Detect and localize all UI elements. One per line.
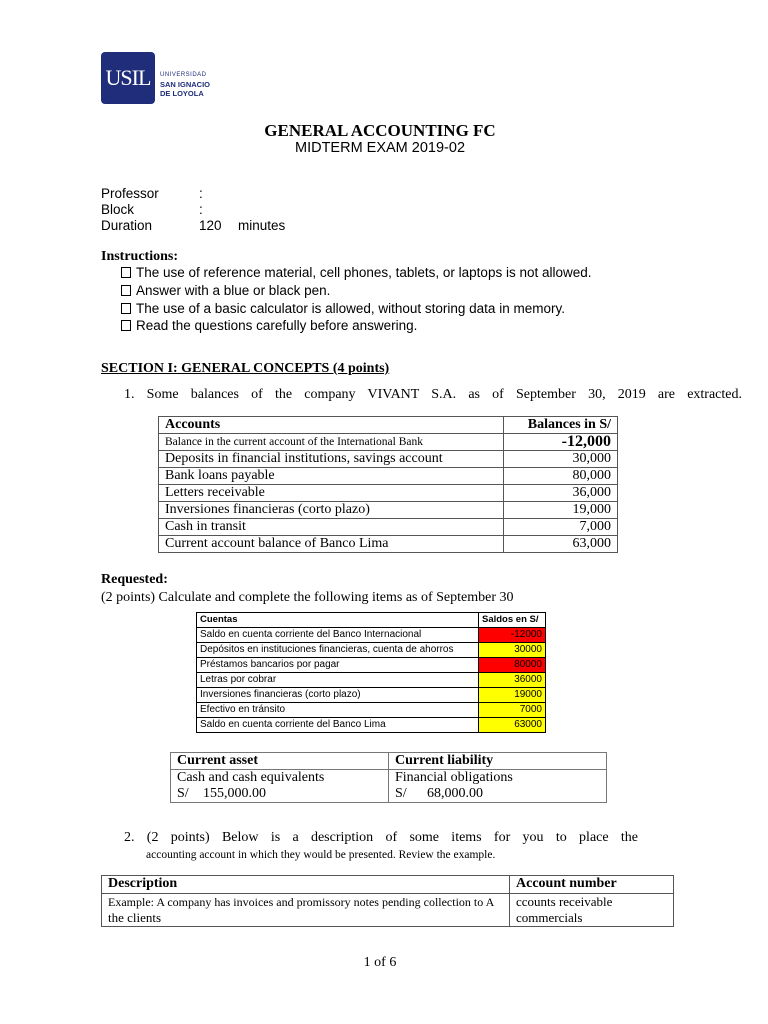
- table-header-row: [102, 876, 674, 894]
- table-cell: Inversiones financieras (corto plazo): [197, 688, 479, 703]
- table-row: [159, 502, 618, 519]
- table-cell: [389, 786, 607, 803]
- table-cell: -12,000: [503, 434, 617, 451]
- table-row: [159, 485, 618, 502]
- table-cell: Efectivo en tránsito: [197, 703, 479, 718]
- table-row: [171, 786, 607, 803]
- description-line: the clients: [108, 910, 162, 925]
- table-row: [159, 451, 618, 468]
- table-header: Description: [102, 876, 510, 894]
- instructions-title: Instructions:: [101, 249, 179, 264]
- logo-line-2: SAN IGNACIO: [160, 80, 211, 89]
- meta-unit: minutes: [238, 218, 286, 233]
- table-row: [171, 770, 607, 787]
- highlighted-cell: -12000: [479, 628, 546, 643]
- table-cell: 80,000: [503, 468, 617, 485]
- table-cell: Current account balance of Banco Lima: [159, 536, 504, 553]
- checkbox-icon: [121, 285, 131, 296]
- instruction-item: Read the questions carefully before answering.: [121, 318, 417, 333]
- balances-table: [158, 416, 618, 553]
- table-header: Account number: [510, 876, 674, 894]
- logo-text: [160, 71, 210, 98]
- instruction-item: The use of a basic calculator is allowed, without storing data in memory.: [121, 301, 565, 316]
- table-row: [197, 703, 546, 718]
- table-header-row: [171, 753, 607, 770]
- table-cell: Bank loans payable: [159, 468, 504, 485]
- table-cell: Cash in transit: [159, 519, 504, 536]
- table-cell: Inversiones financieras (corto plazo): [159, 502, 504, 519]
- table-cell: 63,000: [503, 536, 617, 553]
- table-cell: Cash and cash equivalents: [171, 770, 389, 787]
- section-title: SECTION I: GENERAL CONCEPTS (4 points): [101, 361, 390, 376]
- description-table: [101, 875, 674, 927]
- meta-label: Professor: [101, 186, 159, 201]
- highlighted-cell: 30000: [479, 643, 546, 658]
- table-cell: Financial obligations: [389, 770, 607, 787]
- table-row: [197, 643, 546, 658]
- requested-text: (2 points) Calculate and complete the following items as of September 30: [101, 590, 514, 605]
- highlighted-cell: 7000: [479, 703, 546, 718]
- exam-subtitle: MIDTERM EXAM 2019-02: [294, 140, 466, 156]
- amount: 68,000.00: [427, 786, 483, 801]
- checkbox-icon: [121, 303, 131, 314]
- table-cell: Saldo en cuenta corriente del Banco Lima: [197, 718, 479, 733]
- table-cell: Letras por cobrar: [197, 673, 479, 688]
- instruction-item: The use of reference material, cell phones, tablets, or laptops is not allowed.: [121, 265, 592, 280]
- cuentas-table: [196, 612, 546, 733]
- meta-colon: :: [199, 186, 203, 201]
- meta-duration: [0, 218, 768, 236]
- question-1: 1. Some balances of the company VIVANT S.A. as of September 30, 2019 are extracted.: [124, 387, 742, 402]
- table-cell: [102, 894, 510, 927]
- meta-value: 120: [199, 218, 222, 233]
- table-header: Current asset: [171, 753, 389, 770]
- account-line: commercials: [516, 910, 583, 925]
- requested-title: Requested:: [101, 572, 168, 587]
- table-row: [102, 894, 674, 927]
- highlighted-cell: 80000: [479, 658, 546, 673]
- logo-mark: USIL: [105, 65, 151, 90]
- exam-title: GENERAL ACCOUNTING FC: [264, 121, 496, 140]
- table-header-row: [159, 417, 618, 434]
- table-row: [159, 468, 618, 485]
- table-row: [197, 673, 546, 688]
- highlighted-cell: 19000: [479, 688, 546, 703]
- table-header: Saldos en S/: [479, 613, 546, 628]
- table-header: Current liability: [389, 753, 607, 770]
- description-line: Example: A company has invoices and promissory notes pending collection to A: [108, 895, 495, 909]
- meta-label: Block: [101, 202, 135, 217]
- meta-label: Duration: [101, 218, 153, 233]
- table-cell: Depósitos en instituciones financieras, cuenta de ahorros: [197, 643, 479, 658]
- table-header: Balances in S/: [503, 417, 617, 434]
- table-row: [159, 536, 618, 553]
- question-2-continued: accounting account in which they would be presented. Review the example.: [146, 849, 496, 861]
- table-row: [197, 658, 546, 673]
- table-header: Accounts: [159, 417, 504, 434]
- table-cell: 30,000: [503, 451, 617, 468]
- table-cell: Letters receivable: [159, 485, 504, 502]
- table-cell: [171, 786, 389, 803]
- table-row: [197, 718, 546, 733]
- asset-liability-table: [170, 752, 607, 803]
- table-header-row: [197, 613, 546, 628]
- table-cell: [510, 894, 674, 927]
- table-cell: 36,000: [503, 485, 617, 502]
- table-row: [159, 434, 618, 451]
- table-cell: 7,000: [503, 519, 617, 536]
- logo-line-1: UNIVERSIDAD: [160, 72, 207, 78]
- university-logo: [101, 52, 225, 104]
- amount: 155,000.00: [203, 786, 266, 801]
- question-2: 2. (2 points) Below is a description of some items for you to place the: [124, 830, 638, 845]
- table-row: [197, 688, 546, 703]
- checkbox-icon: [121, 267, 131, 278]
- currency-symbol: S/: [395, 786, 407, 801]
- table-cell: Saldo en cuenta corriente del Banco Internacional: [197, 628, 479, 643]
- table-cell: 19,000: [503, 502, 617, 519]
- page-number: 1 of 6: [363, 955, 397, 970]
- checkbox-icon: [121, 320, 131, 331]
- currency-symbol: S/: [177, 786, 189, 801]
- meta-colon: :: [199, 202, 203, 217]
- table-header: Cuentas: [197, 613, 479, 628]
- account-line: ccounts receivable: [516, 894, 613, 909]
- table-cell: Deposits in financial institutions, savings account: [159, 451, 504, 468]
- logo-line-3: DE LOYOLA: [160, 89, 204, 98]
- table-cell: Balance in the current account of the International Bank: [159, 434, 504, 451]
- table-row: [159, 519, 618, 536]
- instruction-item: Answer with a blue or black pen.: [121, 283, 330, 298]
- highlighted-cell: 63000: [479, 718, 546, 733]
- table-row: [197, 628, 546, 643]
- highlighted-cell: 36000: [479, 673, 546, 688]
- table-cell: Préstamos bancarios por pagar: [197, 658, 479, 673]
